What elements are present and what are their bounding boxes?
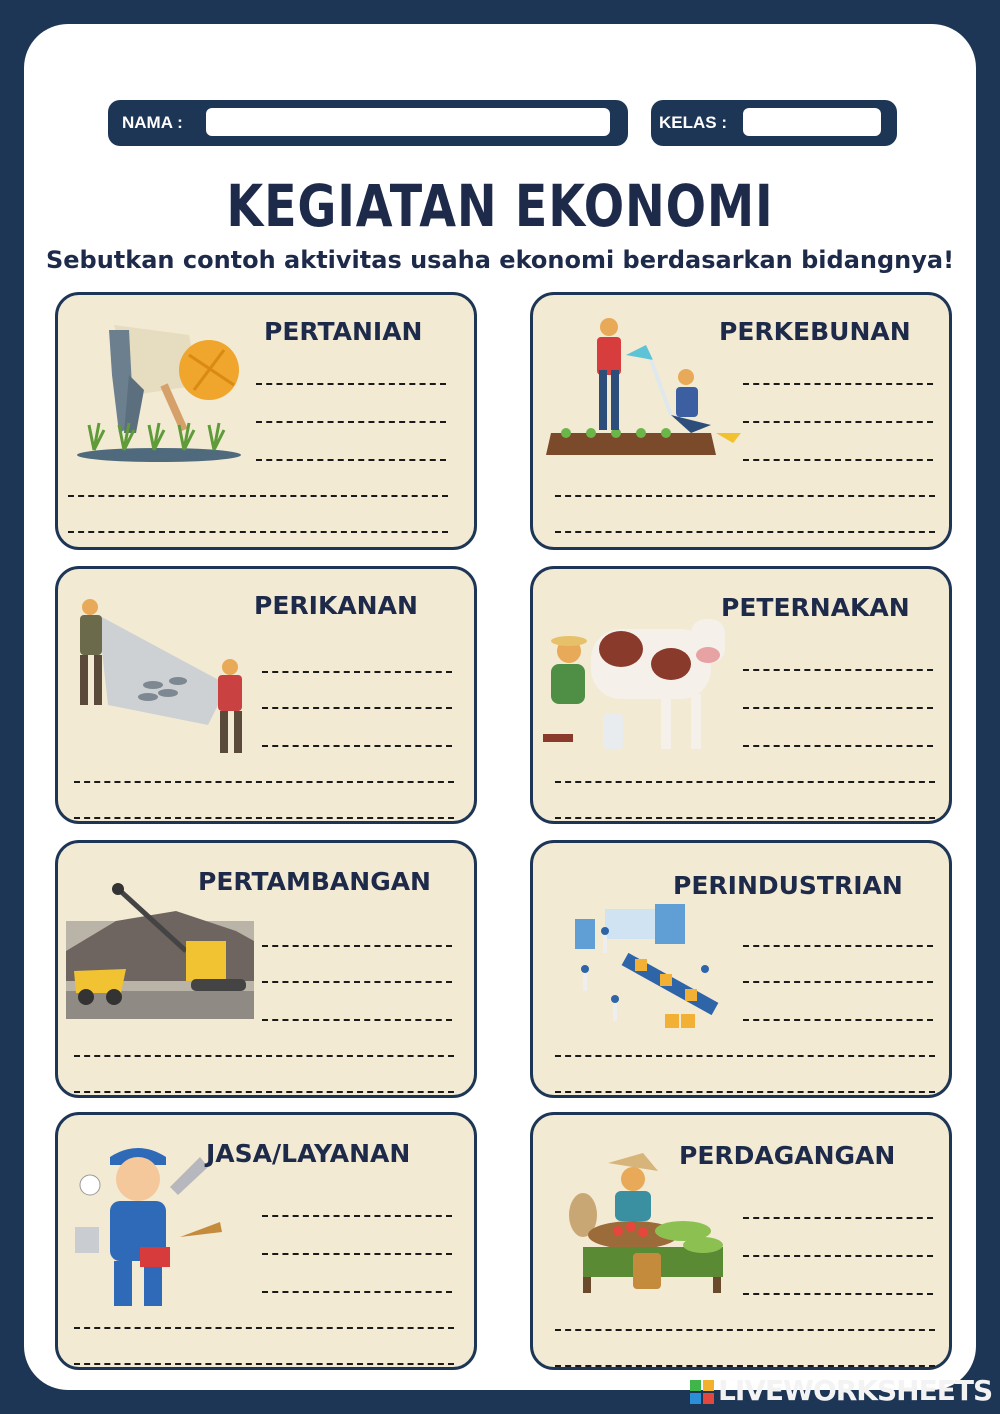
card-jasa-layanan	[55, 1112, 477, 1370]
factory-line-illustration	[565, 899, 735, 1039]
answer-line-4[interactable]	[68, 471, 448, 497]
card-pertambangan	[55, 840, 477, 1098]
card-title: PERIKANAN	[254, 591, 418, 620]
answer-line-1[interactable]	[743, 645, 933, 671]
card-title: PERTANIAN	[264, 317, 423, 346]
card-perindustrian	[530, 840, 952, 1098]
answer-line-2[interactable]	[743, 1231, 933, 1257]
watermark-text: LIVEWORKSHEETS	[718, 1374, 993, 1407]
card-perdagangan	[530, 1112, 952, 1370]
name-label: NAMA :	[122, 113, 183, 132]
name-input[interactable]	[206, 108, 610, 136]
answer-line-2[interactable]	[262, 1229, 452, 1255]
card-title: PERTAMBANGAN	[198, 867, 431, 896]
answer-line-1[interactable]	[262, 647, 452, 673]
answer-line-5[interactable]	[555, 507, 935, 533]
answer-line-3[interactable]	[262, 1267, 452, 1293]
card-perkebunan	[530, 292, 952, 550]
answer-line-3[interactable]	[262, 995, 452, 1021]
answer-line-2[interactable]	[262, 957, 452, 983]
class-label: KELAS :	[659, 113, 727, 132]
answer-line-1[interactable]	[743, 1193, 933, 1219]
rice-farmer-illustration	[74, 315, 244, 465]
answer-line-5[interactable]	[74, 1339, 454, 1365]
answer-line-5[interactable]	[74, 793, 454, 819]
answer-line-2[interactable]	[743, 957, 933, 983]
card-title: PETERNAKAN	[721, 593, 910, 622]
answer-line-5[interactable]	[74, 1067, 454, 1093]
market-vendor-illustration	[563, 1153, 733, 1295]
card-pertanian	[55, 292, 477, 550]
answer-line-5[interactable]	[555, 1067, 935, 1093]
instruction-text: Sebutkan contoh aktivitas usaha ekonomi berdasarkan bidangnya!	[45, 246, 955, 274]
answer-line-5[interactable]	[68, 507, 448, 533]
answer-line-4[interactable]	[74, 1031, 454, 1057]
answer-line-2[interactable]	[262, 683, 452, 709]
card-perikanan	[55, 566, 477, 824]
answer-line-2[interactable]	[256, 397, 446, 423]
card-title: PERDAGANGAN	[679, 1141, 896, 1170]
answer-line-4[interactable]	[555, 471, 935, 497]
answer-line-4[interactable]	[74, 757, 454, 783]
answer-line-5[interactable]	[555, 793, 935, 819]
answer-line-1[interactable]	[262, 1191, 452, 1217]
answer-line-3[interactable]	[743, 1269, 933, 1295]
answer-line-2[interactable]	[743, 397, 933, 423]
class-bar	[651, 100, 897, 146]
answer-line-4[interactable]	[555, 1305, 935, 1331]
card-peternakan	[530, 566, 952, 824]
answer-line-3[interactable]	[743, 435, 933, 461]
answer-line-4[interactable]	[555, 1031, 935, 1057]
answer-line-3[interactable]	[262, 721, 452, 747]
liveworksheets-logo-icon	[690, 1380, 714, 1404]
fishermen-net-illustration	[68, 595, 258, 760]
page-title: KEGIATAN EKONOMI	[226, 172, 774, 240]
answer-line-1[interactable]	[743, 921, 933, 947]
answer-line-4[interactable]	[74, 1303, 454, 1329]
cow-milking-illustration	[541, 609, 741, 759]
answer-line-2[interactable]	[743, 683, 933, 709]
answer-line-3[interactable]	[743, 995, 933, 1021]
answer-line-5[interactable]	[555, 1341, 935, 1367]
card-title: PERKEBUNAN	[719, 317, 911, 346]
liveworksheets-watermark	[690, 1374, 992, 1407]
answer-line-4[interactable]	[555, 757, 935, 783]
class-input[interactable]	[743, 108, 881, 136]
answer-line-1[interactable]	[262, 921, 452, 947]
answer-line-3[interactable]	[743, 721, 933, 747]
name-bar	[108, 100, 628, 146]
answer-line-1[interactable]	[256, 359, 446, 385]
card-title: JASA/LAYANAN	[206, 1139, 411, 1168]
answer-line-1[interactable]	[743, 359, 933, 385]
answer-line-3[interactable]	[256, 435, 446, 461]
mining-excavator-illustration	[66, 881, 254, 1019]
card-title: PERINDUSTRIAN	[673, 871, 903, 900]
